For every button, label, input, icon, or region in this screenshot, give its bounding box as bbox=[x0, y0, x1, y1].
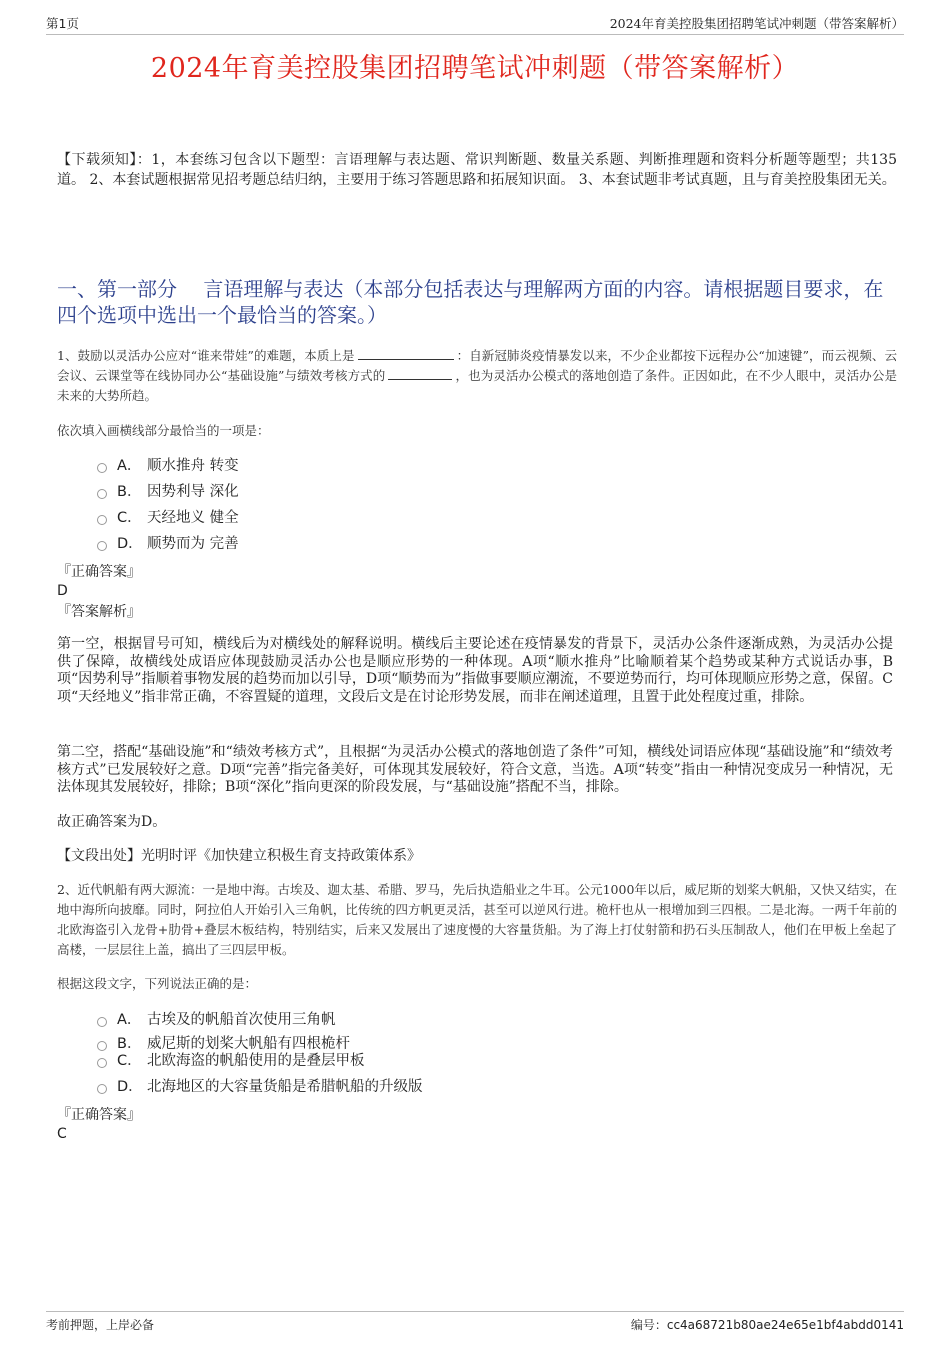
radio-icon[interactable] bbox=[97, 1084, 107, 1094]
section-heading: 一、第一部分 言语理解与表达（本部分包括表达与理解两方面的内容。请根据题目要求，在四个选项中选出一个最恰当的答案。） bbox=[57, 277, 884, 327]
fill-blank bbox=[388, 367, 452, 380]
question-2-option-a[interactable]: A． 古埃及的帆船首次使用三角帆 bbox=[97, 1011, 336, 1029]
footer-slogan: 考前押题，上岸必备 bbox=[46, 1318, 155, 1332]
question-2-answer-label: 『正确答案』 bbox=[57, 1107, 141, 1123]
radio-icon[interactable] bbox=[97, 515, 107, 525]
radio-icon[interactable] bbox=[97, 489, 107, 499]
question-1-source: 【文段出处】光明时评《加快建立积极生育支持政策体系》 bbox=[57, 848, 421, 864]
question-2-prompt: 根据这段文字，下列说法正确的是： bbox=[57, 976, 258, 991]
question-2-option-c[interactable]: C． 北欧海盗的帆船使用的是叠层甲板 bbox=[97, 1052, 365, 1070]
page-number: 第1页 bbox=[46, 16, 79, 31]
question-1-option-c[interactable]: C． 天经地义 健全 bbox=[97, 509, 239, 527]
radio-icon[interactable] bbox=[97, 1017, 107, 1027]
radio-icon[interactable] bbox=[97, 541, 107, 551]
question-1-analysis-paragraph-2: 第二空，搭配“基础设施”和“绩效考核方式”，且根据“为灵活办公模式的落地创造了条件”可知，横线处词语应体现“基础设施”和“绩效考核方式”已发展较好之意。D项“完善”指完备美好，可体现其发展较好，符合文意，当选。A项“转变”指由一种情况变成另一种情况，无法体现其发展较好，排除；B项“深化”指向更深的阶段发展，与“基础设施”搭配不当，排除。 bbox=[57, 744, 893, 795]
question-2-option-b[interactable]: B． 威尼斯的划桨大帆船有四根桅杆 bbox=[97, 1035, 350, 1053]
radio-icon[interactable] bbox=[97, 1058, 107, 1068]
header-doc-title: 2024年育美控股集团招聘笔试冲刺题（带答案解析） bbox=[609, 16, 904, 31]
page-footer bbox=[46, 1311, 904, 1333]
question-1-stem: 1、鼓励以灵活办公应对“谁来带娃”的难题，本质上是 ：自新冠肺炎疫情暴发以来，不少企业都按下远程办公“加速键”，而云视频、云会议、云课堂等在线协同办公“基础设施”与绩效考核方式的 ，也为灵活办公模式的落地创造了条件。正因如此，在不少人眼中，灵活办公是未来的大势所趋。 bbox=[57, 348, 897, 403]
question-1-analysis-paragraph-1: 第一空，根据冒号可知，横线后为对横线处的解释说明。横线后主要论述在疫情暴发的背景下，灵活办公条件逐渐成熟，为灵活办公提供了保障，故横线处成语应体现鼓励灵活办公也是顺应形势的一种体现。A项“顺水推舟”比喻顺着某个趋势或某种方式说话办事，B项“因势利导”指顺着事物发展的趋势而加以引导，D项“顺势而为”指做事要顺应潮流，不要逆势而行，均可体现顺应形势之意，保留。C项“天经地义”指非常正确，不容置疑的道理，文段后文是在讨论形势发展，而非在阐述道理，且置于此处程度过重，排除。 bbox=[57, 636, 893, 705]
question-1-option-a[interactable]: A． 顺水推舟 转变 bbox=[97, 457, 239, 475]
question-2-stem: 2、近代帆船有两大源流：一是地中海。古埃及、迦太基、希腊、罗马，先后执造船业之牛耳。公元1000年以后，威尼斯的划桨大帆船，又快又结实，在地中海所向披靡。同时，阿拉伯人开始引入三角帆，比传统的四方帆更灵活，甚至可以逆风行进。桅杆也从一根增加到三四根。二是北海。一两千年前的北欧海盗引入龙骨+肋骨+叠层木板结构，特别结实，后来又发展出了速度慢的大容量货船。为了海上打仗射箭和扔石头压制敌人，他们在甲板上垒起了高楼，一层层往上盖，搞出了三四层甲板。 bbox=[57, 882, 897, 957]
radio-icon[interactable] bbox=[97, 1041, 107, 1051]
question-1-option-b[interactable]: B． 因势利导 深化 bbox=[97, 483, 239, 501]
document-title: 2024年育美控股集团招聘笔试冲刺题（带答案解析） bbox=[150, 53, 800, 84]
question-1-conclusion: 故正确答案为D。 bbox=[57, 814, 167, 830]
page-header bbox=[46, 14, 904, 35]
document-code: 编号：cc4a68721b80ae24e65e1bf4abdd0141 bbox=[630, 1318, 904, 1332]
question-1-answer-label: 『正确答案』 bbox=[57, 564, 141, 580]
question-2-answer: C bbox=[57, 1126, 67, 1142]
radio-icon[interactable] bbox=[97, 463, 107, 473]
download-notice: 【下载须知】：1，本套练习包含以下题型：言语理解与表达题、常识判断题、数量关系题、判断推理题和资料分析题等题型；共135道。 2、本套试题根据常见招考题总结归纳，主要用于练习答题思路和拓展知识面。 3、本套试题非考试真题，且与育美控股集团无关。 bbox=[57, 152, 897, 188]
question-1-answer: D bbox=[57, 583, 68, 599]
fill-blank bbox=[358, 347, 454, 360]
question-2-option-d[interactable]: D． 北海地区的大容量货船是希腊帆船的升级版 bbox=[97, 1078, 423, 1096]
question-1-option-d[interactable]: D． 顺势而为 完善 bbox=[97, 535, 239, 553]
question-1-prompt: 依次填入画横线部分最恰当的一项是： bbox=[57, 423, 270, 438]
question-1-analysis-label: 『答案解析』 bbox=[57, 604, 141, 620]
